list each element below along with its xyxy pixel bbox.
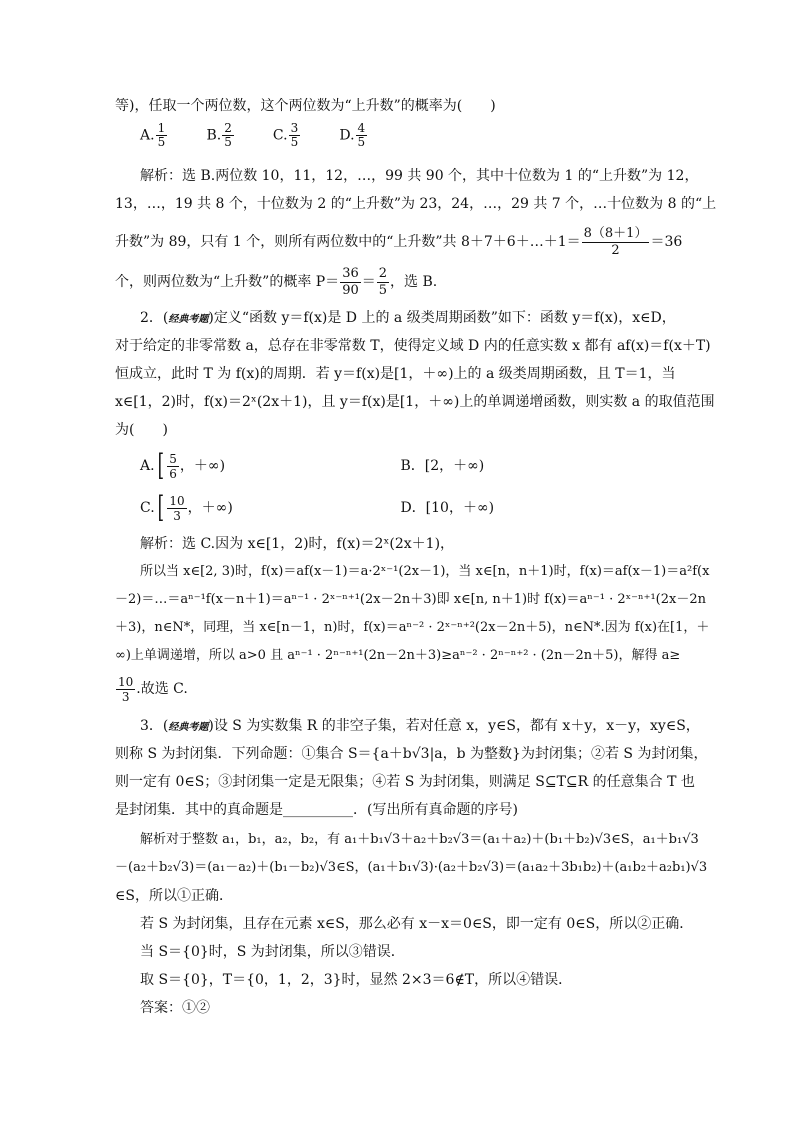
q3-stem-line: 3．(经典考题)设 S 为实数集 R 的非空子集，若对任意 x，y∈S，都有 x＋y，x－y，xy∈S，: [140, 718, 700, 734]
q2-stem-line: x∈[1，2)时，f(x)＝2ˣ(2x＋1)，且 y＝f(x)是[1，＋∞)上的单调递增函数，则实数 a 的取值范围: [115, 394, 715, 410]
q2-options-row: [0, 448, 794, 484]
q2-option-c: C.[ $\frac{10}{3}$ ，＋∞): [140, 490, 233, 525]
q1-solution-line: 解析：选 B.两位数 10，11，12，…，99 共 90 个，其中十位数为 1 的“上升数”为 12，: [140, 168, 699, 184]
q3-stem-line: 则称 S 为封闭集．下列命题：①集合 S＝{a＋b√3|a，b 为整数}为封闭集；②若 S 为封闭集，: [115, 746, 708, 762]
q2-solution-line: $\frac{10}{3}$ .故选 C.: [118, 674, 188, 704]
q1-solution-line: 个，则两位数为“上升数”的概率 P＝ $\frac{36}{90}$ ＝ $\frac{2}{5}$ ，选 B.: [115, 265, 438, 298]
q2-solution-line: －2)＝…＝aⁿ⁻¹f(x－n＋1)＝aⁿ⁻¹ · 2ˣ⁻ⁿ⁺¹(2x－2n＋3)即 x∈[n, n＋1)时 f(x)＝aⁿ⁻¹ · 2ˣ⁻ⁿ⁺¹(2x－2n: [115, 592, 706, 607]
q3-solution-line: ∈S，所以①正确．: [115, 888, 233, 904]
q1-option-d: D. $\frac{4}{5}$: [339, 121, 366, 149]
q2-solution-line: 所以当 x∈[2, 3)时，f(x)＝af(x－1)＝a·2ˣ⁻¹(2x－1)，当 x∈[n，n＋1)时，f(x)＝af(x－1)＝a²f(x: [140, 564, 710, 579]
q2-solution-line: 解析：选 C.因为 x∈[1，2)时，f(x)＝2ˣ(2x＋1)，: [140, 536, 455, 552]
q1-solution-line: 13，…，19 共 8 个，十位数为 2 的“上升数”为 23，24，…，29 共 7 个，…十位数为 8 的“上: [115, 196, 717, 212]
q1-option-a: A. $\frac{1}{5}$: [140, 121, 166, 149]
q2-solution-line: ＋3)，n∈N*，同理，当 x∈[n－1，n)时，f(x)＝aⁿ⁻² · 2ˣ⁻ⁿ⁺²(2x－2n＋5)，n∈N*.因为 f(x)在[1，＋: [115, 620, 710, 635]
q3-solution-line: 若 S 为封闭集，且存在元素 x∈S，那么必有 x－x＝0∈S，即一定有 0∈S，所以②正确．: [140, 916, 694, 932]
q2-solution-line: ∞)上单调递增，所以 a>0 且 aⁿ⁻¹ · 2ⁿ⁻ⁿ⁺¹(2n－2n＋3)≥aⁿ⁻² · 2ⁿ⁻ⁿ⁺² · (2n－2n＋5)，解得 a≥: [115, 648, 681, 663]
q2-option-a: A.[ $\frac{5}{6}$ ，＋∞): [140, 448, 226, 483]
q2-options-row: [0, 490, 794, 526]
q3-solution-line: 解析对于整数 a₁，b₁，a₂，b₂，有 a₁＋b₁√3＋a₂＋b₂√3＝(a₁＋a₂)＋(b₁＋b₂)√3∈S，a₁＋b₁√3: [140, 832, 699, 847]
q1-option-c: C. $\frac{3}{5}$: [272, 121, 299, 149]
q1-stem-tail: 等)，任取一个两位数，这个两位数为“上升数”的概率为( ): [115, 98, 496, 114]
q1-solution-line: 升数”为 89，只有 1 个，则所有两位数中的“上升数”共 8＋7＋6＋…＋1＝ $\frac{8(8+1)}{2}$ ＝36: [115, 225, 683, 258]
q3-solution-line: 当 S＝{0}时，S 为封闭集，所以③错误．: [140, 944, 405, 960]
q3-stem-line: 是封闭集．其中的真命题是__________．(写出所有真命题的序号): [115, 802, 518, 818]
q2-stem-line: 恒成立，此时 T 为 f(x)的周期．若 y＝f(x)是[1，＋∞)上的 a 级类周期函数，且 T＝1，当: [115, 366, 676, 382]
q2-tag: 经典考题: [168, 314, 209, 325]
q2-option-b: B．[2，＋∞): [400, 458, 485, 474]
q3-tag: 经典考题: [168, 722, 209, 733]
q3-stem-line: 则一定有 0∈S；③封闭集一定是无限集；④若 S 为封闭集，则满足 S⊆T⊆R 的任意集合 T 也: [115, 774, 695, 790]
q3-solution-line: 取 S＝{0}，T＝{0，1，2，3}时，显然 2×3＝6∉T，所以④错误．: [140, 972, 573, 988]
q1-option-b: B. $\frac{2}{5}$: [206, 121, 232, 149]
q1-options: [0, 122, 794, 160]
q2-option-d: D．[10，＋∞): [400, 500, 495, 516]
q3-answer: 答案：①②: [140, 1000, 210, 1016]
q2-stem-line: 2．(经典考题)定义“函数 y＝f(x)是 D 上的 a 级类周期函数”如下：函数 y＝f(x)，x∈D，: [140, 310, 676, 326]
q3-solution-line: －(a₂＋b₂√3)＝(a₁－a₂)＋(b₁－b₂)√3∈S，(a₁＋b₁√3)·(a₂＋b₂√3)＝(a₁a₂＋3b₁b₂)＋(a₁b₂＋a₂b₁)√3: [115, 860, 708, 875]
q2-stem-line: 对于给定的非零常数 a，总存在非零常数 T，使得定义域 D 内的任意实数 x 都有 af(x)＝f(x＋T): [115, 338, 711, 354]
q2-stem-line: 为( ): [115, 422, 168, 438]
